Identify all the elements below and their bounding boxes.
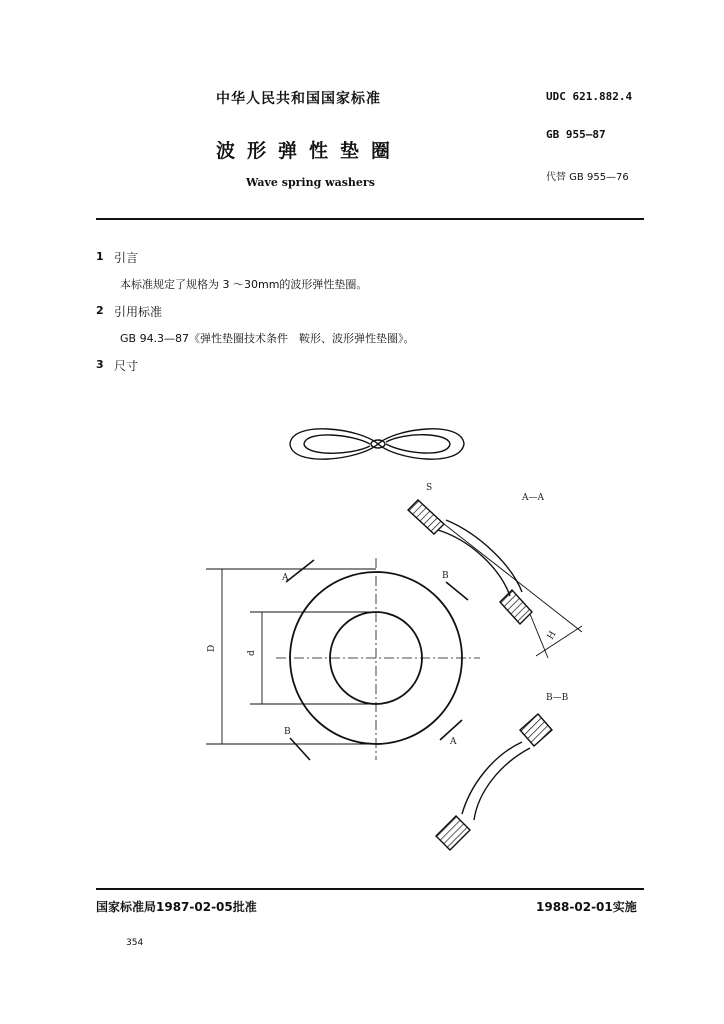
cut-mark-B-label: B [442,571,449,581]
document-title-english: Wave spring washers [246,176,375,189]
effective-date: 1988-02-01实施 [536,900,637,914]
cut-mark-A-label: A [282,573,289,583]
section-bb-label: B—B [546,693,569,703]
section-title: 引言 [114,251,139,265]
section-aa-label: A—A [522,493,544,503]
dim-D-label: D [207,644,217,652]
standard-number: GB 955—87 [546,128,606,141]
replaces-standard: 代替 GB 955—76 [546,172,629,183]
footer-divider [96,888,644,890]
cut-mark-B-label: B [284,727,291,737]
section-body: 本标准规定了规格为 3 ～30mm的波形弹性垫圈。 [120,278,368,291]
approval-statement: 国家标准局1987-02-05批准 [96,900,257,914]
thickness-s-label: S [426,483,433,493]
dim-d-label: d [247,650,257,656]
dim-H-label: H [545,629,559,642]
document-title-chinese: 波形弹性垫圈 [216,140,403,162]
section-number: 2 [96,304,104,317]
page-number: 354 [126,938,144,948]
issuing-organization: 中华人民共和国国家标准 [216,91,381,107]
section-view-bb [436,714,552,850]
section-number: 3 [96,358,104,371]
cut-mark-A-label: A [450,737,457,747]
section-body: GB 94.3—87《弹性垫圈技术条件 鞍形、波形弹性垫圈》。 [120,332,415,345]
section-number: 1 [96,250,104,263]
section-title: 尺寸 [114,359,139,373]
section-title: 引用标准 [114,305,163,319]
isometric-washer-view [290,429,464,459]
plan-view-washer [206,558,480,760]
udc-code: UDC 621.882.4 [546,90,633,103]
